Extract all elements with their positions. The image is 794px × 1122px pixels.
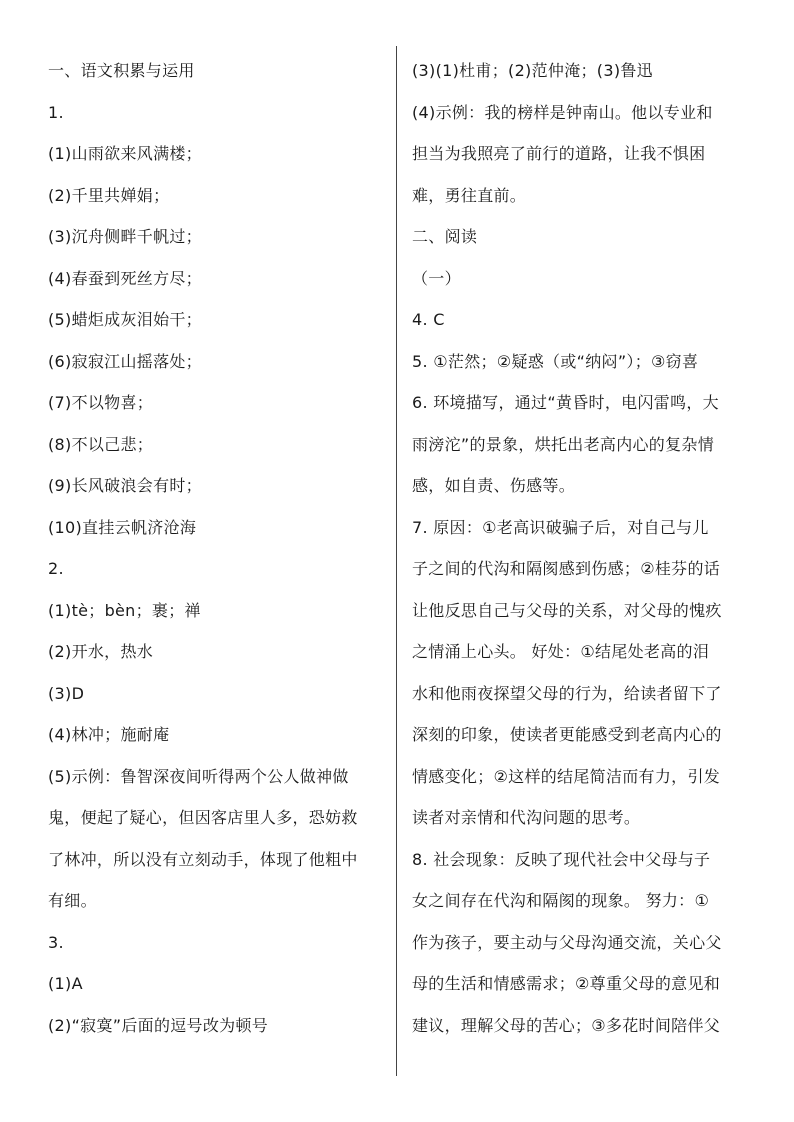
answer-line: (8)不以己悲； — [48, 434, 154, 454]
answer-line: 母的生活和情感需求；②尊重父母的意见和 — [412, 974, 721, 993]
answer-line: 了林冲，所以没有立刻动手，体现了他粗中 — [48, 849, 358, 869]
column-divider — [396, 46, 397, 1076]
answer-line: (4)春蚕到死丝方尽； — [48, 268, 202, 288]
answer-line: (3)沉舟侧畔千帆过； — [48, 227, 202, 246]
answer-line: (2)开水，热水 — [48, 642, 154, 661]
answer-line: 之情涌上心头。 好处：①结尾处老高的泪 — [412, 642, 710, 661]
answer-line: 读者对亲情和代沟问题的思考。 — [412, 808, 641, 827]
answer-line: 深刻的印象，使读者更能感受到老高内心的 — [412, 725, 722, 744]
answer-line: 鬼，便起了疑心，但因客店里人多，恐妨救 — [48, 808, 358, 827]
answer-line: (4)示例：我的榜样是钟南山。他以专业和 — [412, 102, 713, 122]
answer-line: 建议，理解父母的苦心；③多花时间陪伴父 — [412, 1015, 721, 1035]
answer-line: 一、语文积累与运用 — [48, 61, 195, 80]
answer-line: 2. — [48, 559, 64, 578]
answer-line: (1)tè；bèn；裹；禅 — [48, 600, 201, 620]
answer-line: (2)千里共婵娟； — [48, 185, 170, 205]
answer-line: (7)不以物喜； — [48, 393, 154, 412]
answer-line: (10)直挂云帆济沧海 — [48, 517, 197, 537]
answer-line: (1)A — [48, 974, 83, 993]
answer-line: 女之间存在代沟和隔阂的现象。 努力：① — [412, 891, 710, 910]
answer-line: (6)寂寂江山摇落处； — [48, 351, 202, 371]
answer-line: (3)D — [48, 683, 85, 703]
answer-line: (3)(1)杜甫；(2)范仲淹；(3)鲁迅 — [412, 61, 653, 80]
answer-line: (9)长风破浪会有时； — [48, 476, 202, 495]
right-column — [412, 50, 752, 1046]
answer-line: 1. — [48, 102, 64, 122]
answer-line: 子之间的代沟和隔阂感到伤感；②桂芬的话 — [412, 559, 721, 578]
answer-line: 二、阅读 — [412, 227, 478, 246]
answer-line: 6. 环境描写，通过“黄昏时，电闪雷鸣，大 — [412, 393, 719, 412]
answer-line: 作为孩子，要主动与父母沟通交流，关心父 — [412, 932, 722, 952]
answer-line: 难，勇往直前。 — [412, 185, 527, 205]
answer-line: (5)示例：鲁智深夜间听得两个公人做神做 — [48, 766, 349, 786]
answer-line: (4)林冲；施耐庵 — [48, 725, 170, 744]
answer-line: 感，如自责、伤感等。 — [412, 476, 576, 495]
answer-line: 3. — [48, 932, 64, 952]
answer-line: (1)山雨欲来风满楼； — [48, 144, 202, 163]
answer-line: 情感变化；②这样的结尾简洁而有力，引发 — [412, 766, 721, 786]
answer-line: （一） — [412, 268, 461, 288]
answer-line: 担当为我照亮了前行的道路，让我不惧困 — [412, 144, 706, 163]
answer-line: 7. 原因：①老高识破骗子后，对自己与儿 — [412, 517, 709, 537]
answer-line: (2)“寂寞”后面的逗号改为顿号 — [48, 1015, 269, 1035]
answer-line: 8. 社会现象：反映了现代社会中父母与子 — [412, 849, 711, 869]
answer-line: 有细。 — [48, 891, 97, 910]
answer-line: 4. C — [412, 310, 445, 329]
answer-line: (5)蜡炬成灰泪始干； — [48, 310, 202, 329]
answer-line: 5. ①茫然；②疑惑（或“纳闷”）；③窃喜 — [412, 351, 699, 371]
answer-line: 让他反思自己与父母的关系，对父母的愧疚 — [412, 600, 722, 620]
left-column — [48, 50, 383, 1046]
answer-line: 水和他雨夜探望父母的行为，给读者留下了 — [412, 683, 722, 703]
answer-line: 雨滂沱”的景象，烘托出老高内心的复杂情 — [412, 434, 714, 454]
